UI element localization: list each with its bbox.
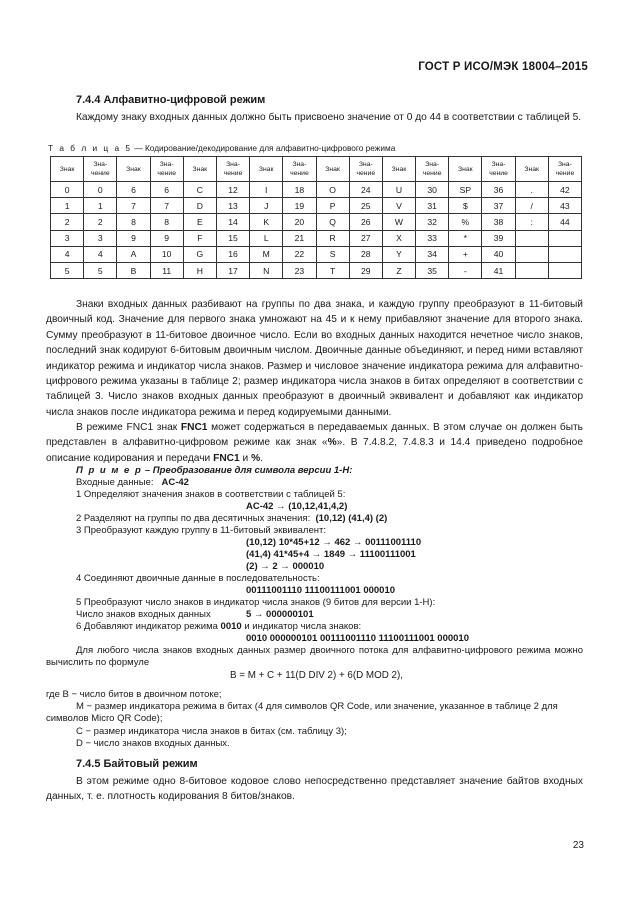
table-header-cell: Зна- чение — [482, 157, 515, 182]
table-cell: 1 — [84, 198, 117, 214]
fnc1-text-i: . — [260, 452, 263, 464]
table-cell: 12 — [216, 182, 249, 198]
table-cell: 43 — [548, 198, 581, 214]
table-cell: 26 — [349, 214, 382, 230]
table-cell: * — [449, 230, 482, 246]
table-caption-text: — Кодирование/декодирование для алфавитно-цифрового режима — [132, 143, 396, 153]
table-cell: O — [316, 182, 349, 198]
table-cell: Z — [382, 262, 415, 278]
table-row — [51, 182, 582, 198]
table-cell: Q — [316, 214, 349, 230]
example-input — [76, 477, 189, 489]
fnc1-text-c: может содержаться в передаваемых данных. В этом случае он должен быть представлен в алфавитно-цифровом режиме как знак « — [46, 422, 583, 449]
table-cell — [515, 230, 548, 246]
table-header-cell: Зна- чение — [283, 157, 316, 182]
bits-formula: B = M + C + 11(D DIV 2) + 6(D MOD 2), — [230, 670, 403, 681]
document-header: ГОСТ Р ИСО/МЭК 18004–2015 — [418, 61, 588, 73]
table-cell: 44 — [548, 214, 581, 230]
table-cell: W — [382, 214, 415, 230]
table-header-cell: Зна- чение — [84, 157, 117, 182]
table-cell: E — [183, 214, 216, 230]
example-step3: 3 Преобразуют каждую группу в 11-битовый эквивалент: — [76, 525, 326, 536]
paragraph-grouping: Знаки входных данных разбивают на группы по два знака, и каждую группу преобразуют в 11-битовый двоичный код. Значение для первого знака умножают на 45 и к нему прибавляют значение для второго знака. Сумму преобразуют в 11-битовое двоичное число. Если во входных данных находится нечетное число знаков, последний знак кодируют 6-битовым двоичным числом. Двоичные данные объединяют, и перед ними вставляют индикатор режима и индикатор числа знаков. Размер и числовое значение индикатора режима для алфавитно-цифрового режима указаны в таблице 2; размер индикатора числа знаков в битах определяют в соответствии с таблицей 3. Число знаков входных данных преобразуют в двоичный эквивалент и добавляют как индикатор числа знаков после индикатора режима и перед кодируемыми данными. — [46, 299, 583, 418]
table-header-cell: Знак — [117, 157, 150, 182]
table-cell: 6 — [150, 182, 183, 198]
table-row — [51, 214, 582, 230]
example-step3-r3 — [246, 561, 324, 573]
table-cell: 19 — [283, 198, 316, 214]
table-cell — [515, 246, 548, 262]
table-cell: 22 — [283, 246, 316, 262]
table-cell: 8 — [150, 214, 183, 230]
example-step5-label: Число знаков входных данных — [76, 609, 211, 620]
table-cell: 13 — [216, 198, 249, 214]
example-step2-value: (10,12) (41,4) (2) — [315, 513, 388, 524]
example-step6-result — [246, 633, 469, 645]
table-cell: 16 — [216, 246, 249, 262]
table-cell: 0 — [51, 182, 84, 198]
table-header-row — [51, 157, 582, 182]
table-cell: 5 — [51, 262, 84, 278]
fnc1-text-e: ». В 7.4.8.2, 7.4.8.3 и 14.4 приведено подробное описание кодирования и передачи — [46, 437, 583, 464]
table-cell: 21 — [283, 230, 316, 246]
table-header-cell: Зна- чение — [416, 157, 449, 182]
table-cell: N — [250, 262, 283, 278]
table-cell: A — [117, 246, 150, 262]
example-step5: 5 Преобразуют число знаков в индикатор числа знаков (9 битов для версии 1-H): — [76, 597, 436, 608]
table-header-cell: Знак — [449, 157, 482, 182]
example-step1-value: AC-42 → (10,12,41,4,2) — [246, 501, 348, 512]
table-cell: G — [183, 246, 216, 262]
table-cell: 38 — [482, 214, 515, 230]
table-cell: 36 — [482, 182, 515, 198]
table-cell: T — [316, 262, 349, 278]
table-cell: 30 — [416, 182, 449, 198]
table-cell: 8 — [117, 214, 150, 230]
table-cell: 39 — [482, 230, 515, 246]
table-cell: R — [316, 230, 349, 246]
table-cell: 7 — [150, 198, 183, 214]
where-d: D − число знаков входных данных. — [76, 738, 230, 749]
where-c: C − размер индикатора числа знаков в битах (см. таблицу 3); — [76, 726, 347, 737]
table-cell: 41 — [482, 262, 515, 278]
example-input-label: Входные данные: — [76, 477, 162, 488]
byte-mode-paragraph: В этом режиме одно 8-битовое кодовое слово непосредственно представляет значение байтов входных данных, т. е. плотность кодирования 8 битов/знаков. — [46, 776, 583, 803]
table-cell: I — [250, 182, 283, 198]
table-cell: 0 — [84, 182, 117, 198]
table-cell — [548, 262, 581, 278]
table-cell: 2 — [84, 214, 117, 230]
table-cell: L — [250, 230, 283, 246]
fnc1-text-f: FNC1 — [213, 452, 240, 464]
table-cell: / — [515, 198, 548, 214]
table-cell: $ — [449, 198, 482, 214]
page-number: 23 — [572, 840, 584, 851]
section-heading-7-4-4: 7.4.4 Алфавитно-цифровой режим — [76, 94, 266, 106]
table-cell: U — [382, 182, 415, 198]
example-step3-r3-value: (2) → 2 → 000010 — [246, 561, 325, 572]
example-step3-r2-value: (41,4) 41*45+4 → 1849 → 11100111001 — [246, 549, 416, 560]
table-cell: X — [382, 230, 415, 246]
table-cell: 25 — [349, 198, 382, 214]
table-cell: 32 — [416, 214, 449, 230]
table-cell: 9 — [117, 230, 150, 246]
fnc1-text-h: % — [251, 452, 261, 464]
example-step6-text-a: 6 Добавляют индикатор режима — [76, 621, 221, 632]
example-step5-result — [246, 609, 314, 621]
table-cell: 33 — [416, 230, 449, 246]
table-cell: H — [183, 262, 216, 278]
example-step5-value: 5 → 000000101 — [246, 609, 314, 620]
table-body — [51, 182, 582, 279]
table-row — [51, 230, 582, 246]
example-title-text: – Преобразование для символа версии 1-H: — [142, 465, 353, 476]
table-row — [51, 246, 582, 262]
table-header-cell: Знак — [382, 157, 415, 182]
table-cell: B — [117, 262, 150, 278]
bits-paragraph: Для любого числа знаков входных данных размер двоичного потока для алфавитно-цифрового режима можно вычислить по формуле — [46, 645, 583, 669]
table-row — [51, 262, 582, 278]
table-cell: C — [183, 182, 216, 198]
fnc1-text-a: В режиме FNC1 знак — [76, 422, 181, 433]
table-cell: D — [183, 198, 216, 214]
table-cell: 6 — [117, 182, 150, 198]
table-cell: 34 — [416, 246, 449, 262]
table-cell: 29 — [349, 262, 382, 278]
table-header-cell: Зна- чение — [150, 157, 183, 182]
table-cell: 24 — [349, 182, 382, 198]
example-step4-result — [246, 585, 395, 597]
table-cell: 5 — [84, 262, 117, 278]
table-header-cell: Знак — [51, 157, 84, 182]
table-header-cell: Знак — [250, 157, 283, 182]
table-cell: 2 — [51, 214, 84, 230]
table-cell: V — [382, 198, 415, 214]
example-input-value: AC-42 — [161, 477, 189, 488]
table-cell: 23 — [283, 262, 316, 278]
example-step6 — [76, 621, 361, 633]
fnc1-text-b: FNC1 — [180, 422, 208, 433]
table-cell: M — [250, 246, 283, 262]
example-step2 — [76, 513, 387, 525]
table-cell: 4 — [84, 246, 117, 262]
intro-paragraph: Каждому знаку входных данных должно быть присвоено значение от 0 до 44 в соответствии с таблицей 5. — [76, 112, 582, 123]
example-step6-text-c: и индикатор числа знаков: — [241, 621, 362, 632]
table-cell: 37 — [482, 198, 515, 214]
table-cell — [548, 246, 581, 262]
table-cell: 3 — [51, 230, 84, 246]
table-cell: 40 — [482, 246, 515, 262]
table-cell: 1 — [51, 198, 84, 214]
table-cell: 7 — [117, 198, 150, 214]
example-step6-value: 0010 000000101 00111001110 11100111001 000010 — [246, 633, 469, 644]
table-cell — [548, 230, 581, 246]
example-title-prefix: П р и м е р — [76, 465, 143, 476]
table-header-cell: Знак — [515, 157, 548, 182]
table-cell: 27 — [349, 230, 382, 246]
table-cell: - — [449, 262, 482, 278]
table-cell: 31 — [416, 198, 449, 214]
example-step2-text: 2 Разделяют на группы по два десятичных значения: — [76, 513, 316, 524]
table-header-cell: Зна- чение — [548, 157, 581, 182]
table-cell: % — [449, 214, 482, 230]
table-row — [51, 198, 582, 214]
table-cell: 11 — [150, 262, 183, 278]
table-header-cell: Знак — [183, 157, 216, 182]
table-cell: 10 — [150, 246, 183, 262]
table-header-cell: Знак — [316, 157, 349, 182]
example-step3-r2 — [246, 549, 416, 561]
table-cell: 9 — [150, 230, 183, 246]
table-cell: + — [449, 246, 482, 262]
example-step1-result — [246, 501, 347, 513]
example-step6-mode: 0010 — [220, 621, 242, 632]
table-cell: 42 — [548, 182, 581, 198]
table-cell — [515, 262, 548, 278]
table-cell: 3 — [84, 230, 117, 246]
table-header-cell: Зна- чение — [349, 157, 382, 182]
table-cell: SP — [449, 182, 482, 198]
table-cell: 20 — [283, 214, 316, 230]
section-heading-7-4-5: 7.4.5 Байтовый режим — [76, 758, 198, 770]
table-cell: 4 — [51, 246, 84, 262]
example-title — [76, 465, 352, 477]
table-caption-prefix: Т а б л и ц а 5 — [48, 143, 133, 153]
where-b: где B − число битов в двоичном потоке; — [46, 689, 222, 700]
table-cell: 28 — [349, 246, 382, 262]
fnc1-text-g: и — [239, 452, 252, 464]
table-cell: 18 — [283, 182, 316, 198]
example-step3-r1 — [246, 537, 421, 549]
alphanumeric-table — [50, 156, 582, 279]
table-cell: 17 — [216, 262, 249, 278]
table-header-cell: Зна- чение — [216, 157, 249, 182]
table-cell: S — [316, 246, 349, 262]
example-step4-value: 00111001110 11100111001 000010 — [246, 585, 396, 596]
table-cell: : — [515, 214, 548, 230]
table-cell: P — [316, 198, 349, 214]
example-step3-r1-value: (10,12) 10*45+12 → 462 → 00111001110 — [246, 537, 422, 548]
table-cell: J — [250, 198, 283, 214]
example-step4: 4 Соединяют двоичные данные в последовательность: — [76, 573, 320, 584]
table-cell: . — [515, 182, 548, 198]
where-m: M − размер индикатора режима в битах (4 для символов QR Code, или значение, указанное в таблице 2 для символов Micro QR Code); — [46, 701, 558, 725]
table-cell: 15 — [216, 230, 249, 246]
paragraph-fnc1 — [46, 420, 583, 466]
table-cell: F — [183, 230, 216, 246]
fnc1-text-d: % — [327, 437, 337, 449]
table-caption — [48, 143, 395, 153]
table-cell: 35 — [416, 262, 449, 278]
table-cell: 14 — [216, 214, 249, 230]
table-cell: K — [250, 214, 283, 230]
table-cell: Y — [382, 246, 415, 262]
example-step1: 1 Определяют значения знаков в соответствии с таблицей 5: — [76, 489, 346, 500]
